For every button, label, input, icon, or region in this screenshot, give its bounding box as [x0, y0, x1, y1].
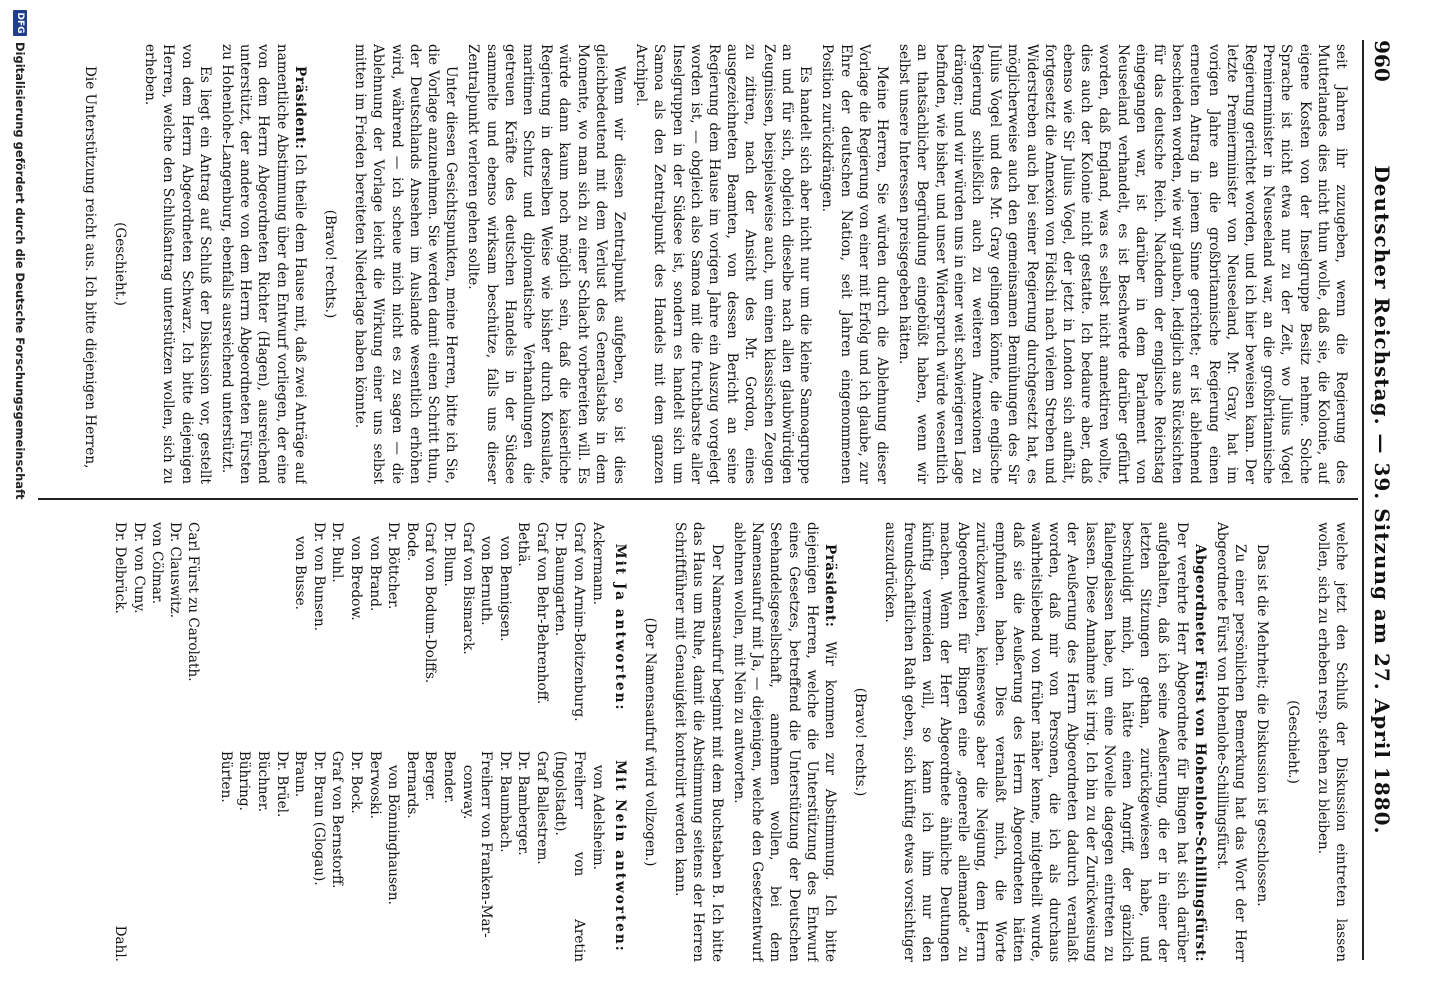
vote-name: Dr. Blum.	[440, 522, 457, 587]
vote-name: von Bennigsen.	[496, 536, 513, 642]
paragraph: Unter diesen Gesichtspunkten, meine Herren, bitte ich Sie, die Vorlage anzunehmen. Sie werden damit einen Schritt thun, der Deutschlands Ansehen im Auslande wesentlich erhöhen wird, während — ich scheue mich nicht es zu sagen — die Ablehnung der Vorlage leicht die Wirkung einer uns selbst mitten im Frieden bereiteten Niederlage haben könnte.	[352, 44, 460, 484]
vote-name: Carl Fürst zu Carolath.	[185, 522, 202, 682]
paragraph: Wenn wir diesen Zentralpunkt aufgeben, so ist dies gleichbedeutend mit dem Verlust des Generalstabs in dem Momente, wo man sich zu einer Schlacht vorbereiten will. Es würde dann kaum noch möglich sein, daß die kaiserliche Regierung in derselben Weise wie bisher durch Konsulate, maritimen Schutz und diplomatische Verhandlungen die getreuen Kräfte des deutschen Handels in der Südsee sammelte und ebenso wirksam beschütze, falls uns dieser Zentralpunkt verloren gehen sollte.	[465, 44, 628, 484]
vote-name: Graf von Arnim-Boitzenburg.	[571, 522, 588, 722]
vote-name: Dr. Braun (Glogau).	[310, 750, 327, 886]
vote-name: Graf von Bismarck.	[459, 522, 476, 655]
no-vote-column	[216, 751, 629, 962]
continued-vote-list	[111, 522, 202, 962]
vote-name: von Adelsheim.	[589, 764, 606, 870]
vote-name: Bethä.	[515, 522, 532, 567]
vote-row	[111, 522, 129, 962]
speech-text: Der verehrte Herr Abgeordnete für Bingen hat sich darüber aufgehalten, daß ich seine Aeußerung, die er in einer der letzten Sitzungen gethan, zurückgewiesen habe, und beschuldigt mich, ich hätte einen Angriff, der gänzlich fallengelassen habe, um eine Novelle dagegen eintreten zu lassen. Diese Annahme ist irrig. Ich bin zu der Zurückweisung der Aeußerung des Herrn Abgeordneten dadurch veranlaßt worden, daß mir von Personen, die ich als durchaus wahrheitsliebend von früher näher kenne, mitgetheilt wurde, daß sie die Aeußerung des Herrn Abgeordneten hätten empfunden haben. Dies veranlaßt mich, die Worte zurückzuweisen, keineswegs aber die Neigung, dem Herrn Abgeordneten für Bingen eine „generelle allemande“ zu machen. Wenn der Herr Abgeordnete ähnliche Deutungen künftig vermeiden will, so kann ich ihm nur den freundschaftlichen Rath geben, sich künftig etwas vorsichtiger auszudrücken.	[882, 522, 1190, 962]
vote-name: Bühring.	[236, 750, 253, 811]
vote-name: Bender.	[440, 750, 457, 804]
vote-row	[184, 522, 202, 962]
paragraph: Der Namensaufruf beginnt mit dem Buchstaben B. Ich bitte das Haus um Ruhe, damit die Abstimmung seitens der Herren Schriftführer mit Genauigkeit kontrolirt werden kann.	[672, 522, 725, 962]
yes-vote-header: Mit Ja antworten:	[611, 543, 628, 712]
vote-name: Graf von Bodum-Dolffs.	[422, 522, 439, 684]
vote-name: von Bernuth.	[478, 536, 495, 626]
vote-name: von Busse.	[292, 536, 309, 611]
vote-name: Dr. von Cuny.	[130, 522, 147, 614]
vote-name: Bürten.	[217, 750, 234, 803]
vote-name: Dr. Baumgarten.	[552, 522, 569, 637]
yes-vote-column	[216, 522, 629, 733]
left-column	[50, 44, 1350, 484]
paragraph: Die Unterstützung reicht aus. Ich bitte diejenigen Herren,	[81, 66, 98, 469]
no-vote-header: Mit Nein antworten:	[611, 760, 628, 953]
vote-name: Graf von Bernstorff.	[329, 750, 346, 889]
paragraph: Es liegt ein Antrag auf Schluß der Diskussion vor, gestellt von dem Herrn Abgeordneten Schwarz. Ich bitte diejenigen Herren, welche den Schlußantrag unterstützen wollen, sich zu erheben.	[142, 44, 213, 484]
paragraph: welche jetzt den Schluß der Diskussion eintreten lassen wollen, sich zu erheben resp. stehen zu bleiben.	[1314, 522, 1349, 962]
vote-name: von Brand.	[366, 536, 383, 612]
vote-name: Bernards.	[403, 750, 420, 819]
speaker-name: Präsident:	[291, 66, 308, 150]
vote-name: von Bredow.	[347, 536, 364, 621]
speaker-name: Abgeordneter Fürst von Hohenlohe-Schillingsfürst:	[1191, 544, 1208, 962]
applause-note: (Bravo! rechts.)	[322, 209, 339, 319]
paragraph: Das ist die Mehrheit; die Diskussion ist geschlossen.	[1254, 544, 1271, 907]
vote-name: Büchner.	[255, 750, 271, 813]
stage-note: (Der Namensaufruf wird vollzogen.)	[642, 617, 659, 867]
vote-name: Dr. von Bunsen.	[310, 522, 327, 632]
president-statement	[218, 44, 309, 484]
right-column	[50, 522, 1350, 962]
vote-row	[129, 522, 147, 962]
footer-credit: Digitalisierung gefördert durch die Deutsche Forschungsgemeinschaft	[13, 42, 27, 500]
vote-name: Dr. Bamberger.	[515, 750, 532, 856]
vote-name: Dr. Bock.	[347, 750, 364, 814]
vote-row	[166, 522, 184, 962]
vote-name: conway.	[459, 764, 476, 820]
vote-lists	[216, 522, 629, 962]
speaker-statement	[881, 522, 1209, 962]
speech-text: Wir kommen zur Abstimmung. Ich bitte diejenigen Herren, welche die Unterstützung des Entwurf eines Gesetzes, betreffend die Unterstützung der Deutschen Seehandelsgesellschaft, annehmen wollen, bei dem Namensaufruf mit Ja, — diejenigen, welche den Gesetzentwurf ablehnen wollen, mit Nein zu antworten.	[730, 522, 838, 962]
yes-vote-list	[291, 522, 607, 733]
speaker-name: Präsident:	[821, 544, 838, 628]
vote-name: Graf von Behr-Behrenhoff.	[533, 522, 550, 705]
vote-name: von Bönninghausen.	[385, 764, 402, 905]
vote-name: Dr. Böttcher.	[385, 522, 402, 610]
vote-name: Dr. Clauswitz.	[167, 522, 184, 619]
page-header	[1362, 40, 1404, 960]
page-number: 960	[1370, 40, 1394, 82]
vote-name: Berwoski.	[366, 750, 383, 820]
president-statement	[730, 522, 839, 962]
no-vote-list	[216, 751, 606, 962]
stage-note: (Geschieht.)	[112, 222, 128, 306]
column-divider	[38, 498, 1358, 500]
paragraph: Zu einer persönlichen Bemerkung hat das Wort der Herr Abgeordnete Fürst von Hohenlohe-Schillingsfürst.	[1213, 522, 1249, 962]
vote-row	[148, 522, 166, 962]
vote-name: Dr. Delbrück.	[112, 522, 129, 614]
applause-note: (Bravo! rechts.)	[852, 687, 869, 797]
page-footer	[8, 10, 32, 990]
vote-name: Dahl.	[112, 925, 129, 962]
vote-name: Freiherr von Aretin (Ingolstadt).	[552, 750, 588, 962]
paragraph: Es handelt sich aber nicht nur um die kleine Samoagruppe an und für sich, obgleich dieselbe nach allen glaubwürdigen Zeugnissen, beispielsweise auch, um einen klassischen Zeugen zu zitiren, nach der Ansicht des Mr. Gordon, eines ausgezeichneten Beamten, von dessen Bericht an seine Regierung dem Hause im vorigen Jahre ein Auszug vorgelegt worden ist, — obgleich also Samoa mit die fruchtbarste aller Inselgruppen in der Südsee ist, sondern es handelt sich um Samoa als den Zentralpunkt des Handels mit dem ganzen Archipel.	[633, 44, 814, 484]
header-title: Deutscher Reichstag. — 39. Sitzung am 27. April 1880.	[1370, 165, 1394, 835]
speech-text: Ich theile dem Hause mit, daß zwei Anträge auf namentliche Abstimmung über den Entwurf vorliegen, der eine von dem Herrn Abgeordneten Richter (Hagen), ausreichend unterstützt, der andere von dem Herrn Abgeordneten Fürsten zu Hohenlohe-Langenburg, ebenfalls ausreichend unterstützt.	[219, 44, 308, 484]
paragraph: seit Jahren ihr zuzugeben, wenn die Regierung des Mutterlandes dies nicht thun wolle, daß sie, die Kolonie, auf eigene Kosten von der Inselgruppe Besitz nehme. Solche Sprache ist nicht etwa nur zu der Zeit, wo Julius Vogel Premierminister in Neuseeland war, an die großbritannische Regierung gerichtet worden, und ich hier beweisen kann. Der letzte Premierminister von Neuseeland, Mr. Gray, hat im vorigen Jahre an die großbritannische Regierung einen erneuten Antrag in jenem Sinne gerichtet; er ist ablehnend beschieden worden, wie wir glauben, lediglich aus Rücksichten für das deutsche Reich. Nachdem der englische Reichstag eingegangen war, ist darüber in dem Parlament von Neuseeland verhandelt, es ist Beschwerde darüber geführt worden, daß England, was es selbst nicht annektiren wollte, dies auch der Kolonie nicht gestatte. Ich bedaure aber, daß ebenso wie Sir Julius Vogel, der jetzt in London sich aufhält, fortgesetzt die Annexion von Fidschi nach vielem Streben und Widerstreben auch bei seiner Regierung durchgesetzt hat, es möglicherweise auch den gemeinsamen Bemühungen des Sir Julius Vogel und des Mr. Gray gelingen könnte, die englische Regierung schließlich auch zu weiteren Annexionen zu drängen; und wir würden uns in einer weit schwierigeren Lage befinden, wie bisher, und unser Widerspruch würde wesentlich an thatsächlicher Begründung eingebüßt haben, wenn wir selbst unsere Interessen preisgegeben hätten.	[896, 44, 1349, 484]
vote-name: Ackermann.	[589, 522, 606, 606]
vote-name: Freiherr von Franken-Mar-	[478, 750, 495, 938]
vote-name: Braun.	[292, 750, 309, 798]
paragraph: Meine Herren, Sie würden durch die Ablehnung dieser Vorlage die Regierung von einer mit Erfolg und ich glaube, zur Ehre der deutschen Nation, seit Jahren eingenommenen Position zurückdrängen.	[819, 44, 890, 484]
vote-name: Bode.	[403, 522, 420, 562]
vote-name: Dr. Baumbach.	[496, 750, 513, 853]
vote-name: Dr. Buhl.	[329, 522, 346, 583]
dfg-logo: DFG	[13, 10, 27, 36]
vote-name: Graf Ballestrem.	[533, 750, 550, 865]
vote-name: von Cölmar.	[148, 522, 165, 605]
stage-note: (Geschieht.)	[1284, 700, 1301, 784]
vote-name: Berger.	[422, 750, 439, 802]
vote-name: Dr. Brüel.	[273, 750, 290, 818]
